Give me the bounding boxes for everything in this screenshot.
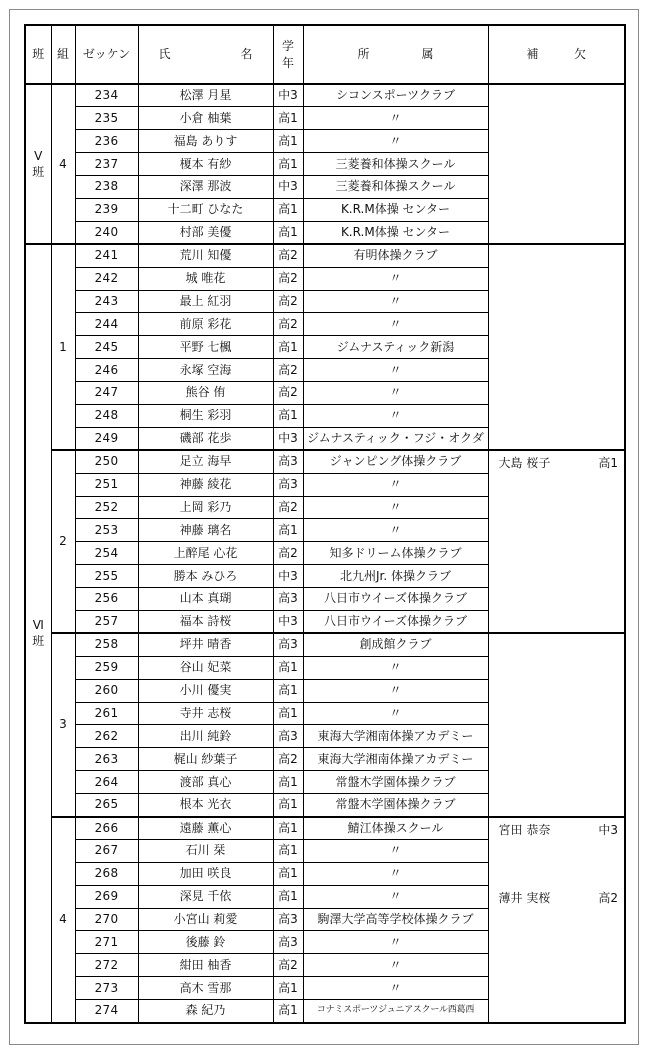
grade-cell: 高3 <box>273 588 303 611</box>
header-row <box>25 25 625 84</box>
kumi-cell: 2 <box>51 450 75 633</box>
affiliation-cell: 東海大学湘南体操アカデミー <box>303 725 488 748</box>
table-row <box>25 244 625 267</box>
athlete-name: 勝本 みひろ <box>138 565 273 588</box>
zekken-cell: 247 <box>75 382 138 405</box>
grade-cell: 高2 <box>273 359 303 382</box>
substitute-cell <box>488 84 625 244</box>
roster-table <box>24 24 626 1024</box>
athlete-name: 森 紀乃 <box>138 1000 273 1023</box>
zekken-cell: 269 <box>75 885 138 908</box>
athlete-name: 熊谷 侑 <box>138 382 273 405</box>
athlete-name: 榎本 有紗 <box>138 153 273 176</box>
kumi-cell: 1 <box>51 244 75 450</box>
substitute-name: 大島 桜子 <box>498 456 551 471</box>
header-zekken: ゼッケン <box>75 25 138 84</box>
zekken-cell: 248 <box>75 404 138 427</box>
affiliation-cell: 〃 <box>303 290 488 313</box>
athlete-name: 上岡 彩乃 <box>138 496 273 519</box>
grade-cell: 高2 <box>273 954 303 977</box>
zekken-cell: 252 <box>75 496 138 519</box>
affiliation-cell: ジムナスティック新潟 <box>303 336 488 359</box>
athlete-name: 城 唯花 <box>138 267 273 290</box>
athlete-name: 山本 真瑚 <box>138 588 273 611</box>
zekken-cell: 264 <box>75 771 138 794</box>
zekken-cell: 258 <box>75 633 138 656</box>
substitute-entry <box>499 455 625 478</box>
header-kumi: 組 <box>51 25 75 84</box>
athlete-name: 紺田 柚香 <box>138 954 273 977</box>
affiliation-cell: 〃 <box>303 977 488 1000</box>
zekken-cell: 257 <box>75 610 138 633</box>
athlete-name: 小倉 柚葉 <box>138 107 273 130</box>
affiliation-cell: 知多ドリーム体操クラブ <box>303 542 488 565</box>
han-cell <box>25 244 51 1022</box>
affiliation-cell: 〃 <box>303 931 488 954</box>
affiliation-cell: 〃 <box>303 519 488 542</box>
grade-cell: 高3 <box>273 908 303 931</box>
table-row <box>25 84 625 107</box>
affiliation-cell: ジャンピング体操クラブ <box>303 450 488 473</box>
zekken-cell: 245 <box>75 336 138 359</box>
athlete-name: 根本 光衣 <box>138 794 273 817</box>
athlete-name: 荒川 知優 <box>138 244 273 267</box>
affiliation-cell: 〃 <box>303 382 488 405</box>
grade-cell: 中3 <box>273 427 303 450</box>
athlete-name: 出川 純鈴 <box>138 725 273 748</box>
affiliation-cell: 〃 <box>303 267 488 290</box>
athlete-name: 村部 美優 <box>138 221 273 244</box>
athlete-name: 深澤 那波 <box>138 176 273 199</box>
athlete-name: 後藤 鈴 <box>138 931 273 954</box>
zekken-cell: 249 <box>75 427 138 450</box>
affiliation-cell: 〃 <box>303 359 488 382</box>
zekken-cell: 234 <box>75 84 138 107</box>
grade-cell: 高1 <box>273 656 303 679</box>
affiliation-cell: 〃 <box>303 839 488 862</box>
substitute-grade: 高2 <box>598 891 618 906</box>
grade-cell: 中3 <box>273 610 303 633</box>
zekken-cell: 253 <box>75 519 138 542</box>
athlete-name: 永塚 空海 <box>138 359 273 382</box>
affiliation-cell: 八日市ウイーズ体操クラブ <box>303 610 488 633</box>
zekken-cell: 242 <box>75 267 138 290</box>
zekken-cell: 254 <box>75 542 138 565</box>
grade-cell: 高1 <box>273 794 303 817</box>
header-gakunen-b: 年 <box>281 55 294 70</box>
roster-body <box>25 84 625 1023</box>
affiliation-cell: 駒澤大学高等学校体操クラブ <box>303 908 488 931</box>
affiliation-cell: K.R.M体操 センター <box>303 221 488 244</box>
grade-cell: 中3 <box>273 84 303 107</box>
grade-cell: 高1 <box>273 771 303 794</box>
zekken-cell: 271 <box>75 931 138 954</box>
affiliation-cell: 〃 <box>303 130 488 153</box>
athlete-name: 小川 優実 <box>138 679 273 702</box>
affiliation-cell: コナミスポーツジュニアスクール西葛西 <box>303 1000 488 1023</box>
affiliation-cell: 鯖江体操スクール <box>303 817 488 840</box>
affiliation-cell: 有明体操クラブ <box>303 244 488 267</box>
zekken-cell: 273 <box>75 977 138 1000</box>
zekken-cell: 274 <box>75 1000 138 1023</box>
athlete-name: 上醉尾 心花 <box>138 542 273 565</box>
affiliation-cell: 東海大学湘南体操アカデミー <box>303 748 488 771</box>
grade-cell: 高1 <box>273 817 303 840</box>
grade-cell: 高2 <box>273 267 303 290</box>
zekken-cell: 241 <box>75 244 138 267</box>
affiliation-cell: 〃 <box>303 404 488 427</box>
affiliation-cell: 〃 <box>303 496 488 519</box>
grade-cell: 高2 <box>273 313 303 336</box>
han-roman: Ⅵ <box>32 618 44 633</box>
athlete-name: 高木 雪那 <box>138 977 273 1000</box>
athlete-name: 渡部 真心 <box>138 771 273 794</box>
affiliation-cell: 北九州Jr. 体操クラブ <box>303 565 488 588</box>
athlete-name: 平野 七楓 <box>138 336 273 359</box>
header-aff-b: 属 <box>421 46 434 61</box>
affiliation-cell: 常盤木学園体操クラブ <box>303 794 488 817</box>
athlete-name: 神藤 璃名 <box>138 519 273 542</box>
grade-cell: 高3 <box>273 725 303 748</box>
grade-cell: 高1 <box>273 221 303 244</box>
grade-cell: 高3 <box>273 473 303 496</box>
zekken-cell: 244 <box>75 313 138 336</box>
substitute-cell <box>488 244 625 450</box>
zekken-cell: 266 <box>75 817 138 840</box>
kumi-cell: 4 <box>51 84 75 244</box>
athlete-name: 十二町 ひなた <box>138 198 273 221</box>
substitute-cell <box>488 450 625 633</box>
athlete-name: 福本 詩桜 <box>138 610 273 633</box>
header-gakunen-a: 学 <box>281 39 294 54</box>
zekken-cell: 260 <box>75 679 138 702</box>
grade-cell: 高1 <box>273 1000 303 1023</box>
athlete-name: 石川 栞 <box>138 839 273 862</box>
grade-cell: 高1 <box>273 198 303 221</box>
grade-cell: 高2 <box>273 290 303 313</box>
affiliation-cell: 三菱養和体操スクール <box>303 153 488 176</box>
grade-cell: 高2 <box>273 382 303 405</box>
grade-cell: 高1 <box>273 702 303 725</box>
zekken-cell: 235 <box>75 107 138 130</box>
athlete-name: 福島 ありす <box>138 130 273 153</box>
athlete-name: 深見 千依 <box>138 885 273 908</box>
grade-cell: 高2 <box>273 542 303 565</box>
athlete-name: 磯部 花歩 <box>138 427 273 450</box>
header-aff-a: 所 <box>357 46 370 61</box>
athlete-name: 神藤 綾花 <box>138 473 273 496</box>
header-affiliation <box>303 25 488 84</box>
athlete-name: 小宮山 莉愛 <box>138 908 273 931</box>
grade-cell: 高3 <box>273 633 303 656</box>
athlete-name: 遠藤 薫心 <box>138 817 273 840</box>
grade-cell: 高1 <box>273 519 303 542</box>
zekken-cell: 237 <box>75 153 138 176</box>
affiliation-cell: 〃 <box>303 656 488 679</box>
grade-cell: 中3 <box>273 176 303 199</box>
table-row <box>25 633 625 656</box>
affiliation-cell: 〃 <box>303 679 488 702</box>
grade-cell: 高1 <box>273 107 303 130</box>
substitute-grade: 高1 <box>598 456 618 471</box>
header-name-b: 名 <box>240 46 253 61</box>
substitute-cell <box>488 817 625 1023</box>
grade-cell: 高1 <box>273 679 303 702</box>
grade-cell: 高2 <box>273 496 303 519</box>
affiliation-cell: 〃 <box>303 702 488 725</box>
grade-cell: 高1 <box>273 336 303 359</box>
zekken-cell: 239 <box>75 198 138 221</box>
grade-cell: 高1 <box>273 404 303 427</box>
zekken-cell: 246 <box>75 359 138 382</box>
athlete-name: 松澤 月星 <box>138 84 273 107</box>
athlete-name: 前原 彩花 <box>138 313 273 336</box>
substitute-grade: 中3 <box>598 822 618 837</box>
affiliation-cell: 創成館クラブ <box>303 633 488 656</box>
zekken-cell: 270 <box>75 908 138 931</box>
zekken-cell: 236 <box>75 130 138 153</box>
header-name <box>138 25 273 84</box>
grade-cell: 高3 <box>273 931 303 954</box>
grade-cell: 高1 <box>273 839 303 862</box>
zekken-cell: 263 <box>75 748 138 771</box>
substitute-cell <box>488 633 625 816</box>
affiliation-cell: ジムナスティック・フジ・オクダ <box>303 427 488 450</box>
zekken-cell: 250 <box>75 450 138 473</box>
athlete-name: 加田 咲良 <box>138 862 273 885</box>
grade-cell: 高3 <box>273 450 303 473</box>
han-roman: Ⅴ <box>34 148 43 163</box>
affiliation-cell: 八日市ウイーズ体操クラブ <box>303 588 488 611</box>
athlete-name: 谷山 妃菜 <box>138 656 273 679</box>
grade-cell: 中3 <box>273 565 303 588</box>
header-gakunen <box>273 25 303 84</box>
substitute-entry <box>499 822 625 845</box>
grade-cell: 高1 <box>273 862 303 885</box>
athlete-name: 桐生 彩羽 <box>138 404 273 427</box>
affiliation-cell: 〃 <box>303 885 488 908</box>
affiliation-cell: 〃 <box>303 473 488 496</box>
affiliation-cell: 三菱養和体操スクール <box>303 176 488 199</box>
zekken-cell: 240 <box>75 221 138 244</box>
header-substitute <box>488 25 625 84</box>
han-suffix: 班 <box>32 634 45 649</box>
substitute-name: 宮田 恭奈 <box>498 822 551 837</box>
han-cell <box>25 84 51 244</box>
zekken-cell: 238 <box>75 176 138 199</box>
zekken-cell: 243 <box>75 290 138 313</box>
affiliation-cell: 〃 <box>303 954 488 977</box>
affiliation-cell: K.R.M体操 センター <box>303 198 488 221</box>
zekken-cell: 265 <box>75 794 138 817</box>
header-sub-b: 欠 <box>573 46 586 61</box>
affiliation-cell: シコンスポーツクラブ <box>303 84 488 107</box>
header-name-a: 氏 <box>158 46 171 61</box>
grade-cell: 高2 <box>273 244 303 267</box>
kumi-cell: 4 <box>51 817 75 1023</box>
athlete-name: 坪井 晴香 <box>138 633 273 656</box>
zekken-cell: 272 <box>75 954 138 977</box>
zekken-cell: 262 <box>75 725 138 748</box>
zekken-cell: 267 <box>75 839 138 862</box>
athlete-name: 寺井 志桜 <box>138 702 273 725</box>
zekken-cell: 259 <box>75 656 138 679</box>
zekken-cell: 255 <box>75 565 138 588</box>
table-row <box>25 450 625 473</box>
substitute-name: 薄井 実桜 <box>498 891 551 906</box>
grade-cell: 高1 <box>273 130 303 153</box>
affiliation-cell: 〃 <box>303 313 488 336</box>
grade-cell: 高1 <box>273 977 303 1000</box>
grade-cell: 高1 <box>273 153 303 176</box>
substitute-entry <box>499 890 625 913</box>
zekken-cell: 251 <box>75 473 138 496</box>
athlete-name: 足立 海早 <box>138 450 273 473</box>
kumi-cell: 3 <box>51 633 75 816</box>
athlete-name: 最上 紅羽 <box>138 290 273 313</box>
grade-cell: 高1 <box>273 885 303 908</box>
zekken-cell: 268 <box>75 862 138 885</box>
table-row <box>25 817 625 840</box>
affiliation-cell: 〃 <box>303 107 488 130</box>
zekken-cell: 261 <box>75 702 138 725</box>
header-han: 班 <box>25 25 51 84</box>
grade-cell: 高2 <box>273 748 303 771</box>
affiliation-cell: 〃 <box>303 862 488 885</box>
han-suffix: 班 <box>32 165 45 180</box>
affiliation-cell: 常盤木学園体操クラブ <box>303 771 488 794</box>
zekken-cell: 256 <box>75 588 138 611</box>
header-sub-a: 補 <box>526 46 539 61</box>
athlete-name: 梶山 紗葉子 <box>138 748 273 771</box>
